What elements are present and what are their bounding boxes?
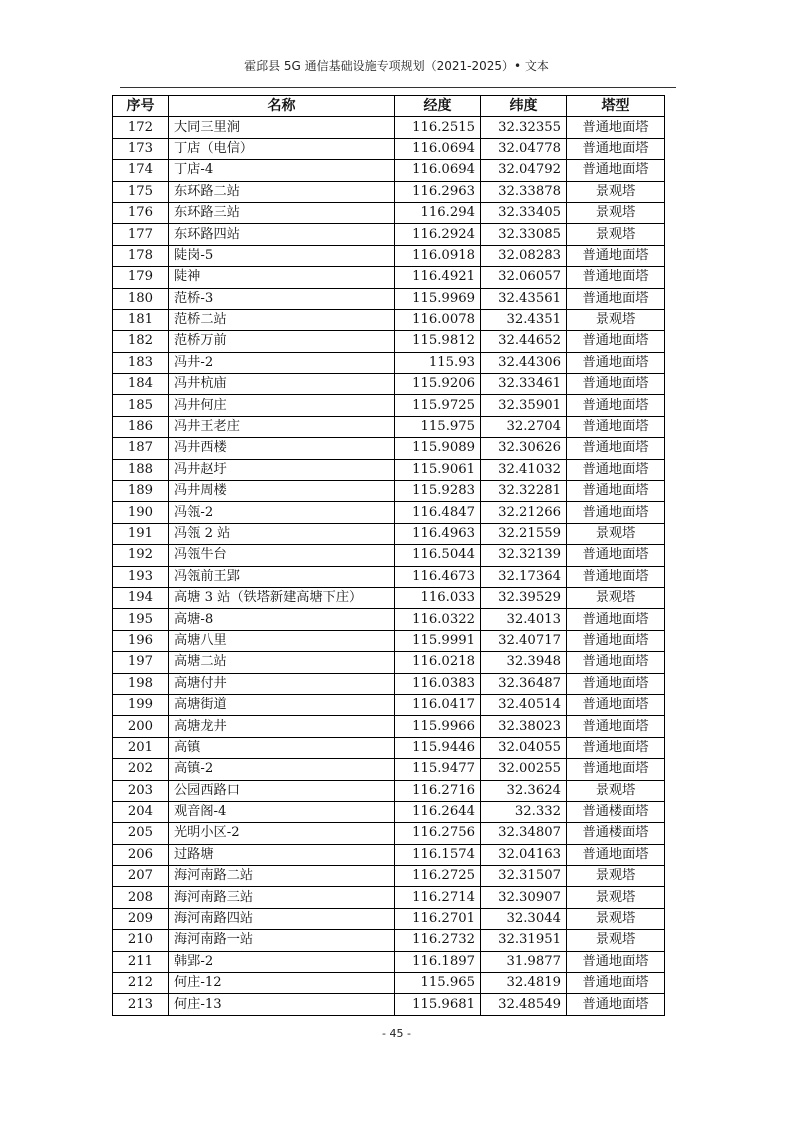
cell-latitude: 32.08283 xyxy=(481,245,567,266)
cell-latitude: 32.33405 xyxy=(481,202,567,223)
cell-seq: 172 xyxy=(113,117,169,138)
cell-seq: 211 xyxy=(113,951,169,972)
cell-latitude: 32.35901 xyxy=(481,395,567,416)
cell-longitude: 115.9725 xyxy=(395,395,481,416)
cell-longitude: 116.2701 xyxy=(395,908,481,929)
table-row xyxy=(113,545,665,566)
cell-latitude: 32.21266 xyxy=(481,502,567,523)
cell-seq: 202 xyxy=(113,759,169,780)
cell-latitude: 32.00255 xyxy=(481,759,567,780)
cell-latitude: 32.44306 xyxy=(481,352,567,373)
table-row xyxy=(113,566,665,587)
cell-name: 冯井周楼 xyxy=(169,481,395,502)
cell-longitude: 115.965 xyxy=(395,973,481,994)
cell-latitude: 32.40717 xyxy=(481,630,567,651)
table-row xyxy=(113,245,665,266)
cell-tower-type: 普通地面塔 xyxy=(567,673,665,694)
cell-seq: 201 xyxy=(113,737,169,758)
cell-seq: 200 xyxy=(113,716,169,737)
cell-seq: 186 xyxy=(113,416,169,437)
cell-latitude: 32.36487 xyxy=(481,673,567,694)
cell-tower-type: 景观塔 xyxy=(567,202,665,223)
cell-tower-type: 普通地面塔 xyxy=(567,630,665,651)
cell-tower-type: 普通楼面塔 xyxy=(567,823,665,844)
table-row xyxy=(113,267,665,288)
table-row xyxy=(113,181,665,202)
cell-name: 高塘八里 xyxy=(169,630,395,651)
col-header-seq: 序号 xyxy=(113,96,169,117)
table-row xyxy=(113,202,665,223)
cell-tower-type: 景观塔 xyxy=(567,930,665,951)
cell-seq: 204 xyxy=(113,801,169,822)
cell-longitude: 116.2716 xyxy=(395,780,481,801)
table-row xyxy=(113,609,665,630)
cell-longitude: 116.1574 xyxy=(395,844,481,865)
cell-longitude: 116.0218 xyxy=(395,652,481,673)
cell-tower-type: 普通地面塔 xyxy=(567,438,665,459)
cell-name: 韩郢-2 xyxy=(169,951,395,972)
cell-seq: 179 xyxy=(113,267,169,288)
cell-tower-type: 普通地面塔 xyxy=(567,331,665,352)
cell-seq: 206 xyxy=(113,844,169,865)
table-row xyxy=(113,630,665,651)
cell-name: 高塘二站 xyxy=(169,652,395,673)
table-row xyxy=(113,694,665,715)
cell-latitude: 32.44652 xyxy=(481,331,567,352)
table-row xyxy=(113,374,665,395)
table-row xyxy=(113,801,665,822)
cell-seq: 187 xyxy=(113,438,169,459)
cell-longitude: 116.2756 xyxy=(395,823,481,844)
cell-latitude: 32.41032 xyxy=(481,459,567,480)
table-row xyxy=(113,117,665,138)
cell-name: 高塘 3 站（铁塔新建高塘下庄） xyxy=(169,587,395,608)
table-row xyxy=(113,502,665,523)
cell-tower-type: 景观塔 xyxy=(567,309,665,330)
table-row xyxy=(113,224,665,245)
cell-latitude: 32.38023 xyxy=(481,716,567,737)
cell-name: 冯瓴前王郢 xyxy=(169,566,395,587)
table-row xyxy=(113,331,665,352)
cell-name: 高塘龙井 xyxy=(169,716,395,737)
cell-latitude: 32.48549 xyxy=(481,994,567,1015)
cell-tower-type: 普通地面塔 xyxy=(567,844,665,865)
cell-tower-type: 普通地面塔 xyxy=(567,545,665,566)
table-row xyxy=(113,673,665,694)
cell-longitude: 115.975 xyxy=(395,416,481,437)
cell-longitude: 116.4847 xyxy=(395,502,481,523)
cell-tower-type: 普通地面塔 xyxy=(567,138,665,159)
cell-name: 海河南路二站 xyxy=(169,866,395,887)
cell-name: 范桥万前 xyxy=(169,331,395,352)
cell-tower-type: 景观塔 xyxy=(567,523,665,544)
cell-seq: 184 xyxy=(113,374,169,395)
cell-seq: 192 xyxy=(113,545,169,566)
cell-tower-type: 普通地面塔 xyxy=(567,395,665,416)
cell-latitude: 32.30907 xyxy=(481,887,567,908)
cell-tower-type: 普通地面塔 xyxy=(567,566,665,587)
cell-name: 冯瓴牛台 xyxy=(169,545,395,566)
table-row xyxy=(113,866,665,887)
cell-tower-type: 普通地面塔 xyxy=(567,459,665,480)
cell-name: 丁店-4 xyxy=(169,160,395,181)
cell-longitude: 116.2963 xyxy=(395,181,481,202)
cell-name: 东环路二站 xyxy=(169,181,395,202)
cell-longitude: 116.4673 xyxy=(395,566,481,587)
cell-latitude: 32.21559 xyxy=(481,523,567,544)
cell-longitude: 116.5044 xyxy=(395,545,481,566)
cell-tower-type: 普通楼面塔 xyxy=(567,801,665,822)
cell-tower-type: 普通地面塔 xyxy=(567,652,665,673)
table-row xyxy=(113,481,665,502)
cell-seq: 177 xyxy=(113,224,169,245)
cell-tower-type: 景观塔 xyxy=(567,908,665,929)
cell-seq: 207 xyxy=(113,866,169,887)
cell-seq: 203 xyxy=(113,780,169,801)
cell-name: 海河南路三站 xyxy=(169,887,395,908)
table-row xyxy=(113,973,665,994)
cell-longitude: 115.9206 xyxy=(395,374,481,395)
table-row xyxy=(113,395,665,416)
table-row xyxy=(113,887,665,908)
cell-longitude: 115.9812 xyxy=(395,331,481,352)
cell-tower-type: 普通地面塔 xyxy=(567,481,665,502)
cell-latitude: 32.04055 xyxy=(481,737,567,758)
cell-latitude: 32.2704 xyxy=(481,416,567,437)
cell-seq: 175 xyxy=(113,181,169,202)
cell-longitude: 115.9681 xyxy=(395,994,481,1015)
cell-latitude: 32.32139 xyxy=(481,545,567,566)
cell-longitude: 116.294 xyxy=(395,202,481,223)
cell-seq: 197 xyxy=(113,652,169,673)
table-row xyxy=(113,737,665,758)
cell-seq: 191 xyxy=(113,523,169,544)
cell-name: 丁店（电信） xyxy=(169,138,395,159)
cell-longitude: 116.1897 xyxy=(395,951,481,972)
table-body xyxy=(113,117,665,1015)
cell-tower-type: 普通地面塔 xyxy=(567,502,665,523)
table-row xyxy=(113,994,665,1015)
cell-longitude: 116.2515 xyxy=(395,117,481,138)
cell-latitude: 32.32281 xyxy=(481,481,567,502)
table-row xyxy=(113,523,665,544)
cell-latitude: 32.43561 xyxy=(481,288,567,309)
cell-seq: 190 xyxy=(113,502,169,523)
table-row xyxy=(113,844,665,865)
cell-name: 何庄-12 xyxy=(169,973,395,994)
cell-seq: 188 xyxy=(113,459,169,480)
cell-latitude: 32.31507 xyxy=(481,866,567,887)
cell-name: 公园西路口 xyxy=(169,780,395,801)
cell-longitude: 115.9089 xyxy=(395,438,481,459)
cell-tower-type: 景观塔 xyxy=(567,587,665,608)
cell-name: 高镇-2 xyxy=(169,759,395,780)
cell-tower-type: 景观塔 xyxy=(567,866,665,887)
cell-longitude: 116.0918 xyxy=(395,245,481,266)
cell-longitude: 115.9966 xyxy=(395,716,481,737)
table-row xyxy=(113,459,665,480)
cell-name: 何庄-13 xyxy=(169,994,395,1015)
cell-longitude: 116.0694 xyxy=(395,138,481,159)
table-row xyxy=(113,587,665,608)
cell-longitude: 115.9477 xyxy=(395,759,481,780)
cell-longitude: 116.0417 xyxy=(395,694,481,715)
table-row xyxy=(113,160,665,181)
cell-latitude: 32.3044 xyxy=(481,908,567,929)
cell-tower-type: 普通地面塔 xyxy=(567,288,665,309)
table-row xyxy=(113,930,665,951)
table-header-row xyxy=(113,96,665,117)
cell-longitude: 115.9446 xyxy=(395,737,481,758)
cell-seq: 209 xyxy=(113,908,169,929)
cell-name: 高塘付井 xyxy=(169,673,395,694)
cell-tower-type: 普通地面塔 xyxy=(567,416,665,437)
cell-name: 高塘-8 xyxy=(169,609,395,630)
cell-seq: 178 xyxy=(113,245,169,266)
cell-tower-type: 景观塔 xyxy=(567,224,665,245)
cell-name: 光明小区-2 xyxy=(169,823,395,844)
cell-tower-type: 普通地面塔 xyxy=(567,374,665,395)
cell-tower-type: 景观塔 xyxy=(567,181,665,202)
col-header-name: 名称 xyxy=(169,96,395,117)
cell-latitude: 32.4013 xyxy=(481,609,567,630)
cell-tower-type: 普通地面塔 xyxy=(567,117,665,138)
cell-name: 范桥二站 xyxy=(169,309,395,330)
cell-longitude: 116.4963 xyxy=(395,523,481,544)
cell-tower-type: 普通地面塔 xyxy=(567,737,665,758)
cell-latitude: 32.32355 xyxy=(481,117,567,138)
table-row xyxy=(113,416,665,437)
header-divider xyxy=(120,87,676,88)
cell-name: 东环路四站 xyxy=(169,224,395,245)
cell-longitude: 115.93 xyxy=(395,352,481,373)
table-row xyxy=(113,951,665,972)
cell-seq: 189 xyxy=(113,481,169,502)
cell-latitude: 32.40514 xyxy=(481,694,567,715)
cell-name: 冯井杭庙 xyxy=(169,374,395,395)
cell-latitude: 32.33085 xyxy=(481,224,567,245)
cell-tower-type: 普通地面塔 xyxy=(567,352,665,373)
cell-name: 范桥-3 xyxy=(169,288,395,309)
cell-longitude: 116.2725 xyxy=(395,866,481,887)
cell-seq: 181 xyxy=(113,309,169,330)
col-header-tower-type: 塔型 xyxy=(567,96,665,117)
table-row xyxy=(113,352,665,373)
table-row xyxy=(113,908,665,929)
cell-latitude: 32.04778 xyxy=(481,138,567,159)
cell-seq: 195 xyxy=(113,609,169,630)
cell-name: 高塘街道 xyxy=(169,694,395,715)
cell-longitude: 116.2644 xyxy=(395,801,481,822)
table-row xyxy=(113,438,665,459)
cell-seq: 182 xyxy=(113,331,169,352)
cell-latitude: 32.31951 xyxy=(481,930,567,951)
cell-latitude: 32.06057 xyxy=(481,267,567,288)
cell-latitude: 32.17364 xyxy=(481,566,567,587)
cell-latitude: 31.9877 xyxy=(481,951,567,972)
cell-tower-type: 普通地面塔 xyxy=(567,994,665,1015)
cell-tower-type: 普通地面塔 xyxy=(567,951,665,972)
cell-longitude: 116.2732 xyxy=(395,930,481,951)
cell-name: 陡神 xyxy=(169,267,395,288)
cell-name: 冯井-2 xyxy=(169,352,395,373)
table-row xyxy=(113,288,665,309)
cell-longitude: 115.9969 xyxy=(395,288,481,309)
cell-seq: 193 xyxy=(113,566,169,587)
cell-longitude: 116.2714 xyxy=(395,887,481,908)
cell-longitude: 116.0322 xyxy=(395,609,481,630)
cell-latitude: 32.33878 xyxy=(481,181,567,202)
table-row xyxy=(113,652,665,673)
cell-longitude: 116.2924 xyxy=(395,224,481,245)
cell-name: 冯瓴-2 xyxy=(169,502,395,523)
cell-latitude: 32.4819 xyxy=(481,973,567,994)
cell-latitude: 32.04163 xyxy=(481,844,567,865)
cell-seq: 198 xyxy=(113,673,169,694)
cell-latitude: 32.30626 xyxy=(481,438,567,459)
cell-name: 冯井赵圩 xyxy=(169,459,395,480)
cell-latitude: 32.04792 xyxy=(481,160,567,181)
cell-name: 东环路三站 xyxy=(169,202,395,223)
cell-latitude: 32.39529 xyxy=(481,587,567,608)
cell-tower-type: 普通地面塔 xyxy=(567,694,665,715)
tower-table xyxy=(112,95,665,1016)
cell-longitude: 116.4921 xyxy=(395,267,481,288)
cell-longitude: 115.9061 xyxy=(395,459,481,480)
cell-longitude: 115.9283 xyxy=(395,481,481,502)
cell-tower-type: 普通地面塔 xyxy=(567,267,665,288)
cell-name: 高镇 xyxy=(169,737,395,758)
table-row xyxy=(113,759,665,780)
cell-tower-type: 普通地面塔 xyxy=(567,716,665,737)
cell-latitude: 32.33461 xyxy=(481,374,567,395)
cell-name: 冯井西楼 xyxy=(169,438,395,459)
cell-name: 大同三里涧 xyxy=(169,117,395,138)
col-header-longitude: 经度 xyxy=(395,96,481,117)
cell-name: 海河南路四站 xyxy=(169,908,395,929)
cell-seq: 180 xyxy=(113,288,169,309)
cell-longitude: 116.0078 xyxy=(395,309,481,330)
cell-seq: 212 xyxy=(113,973,169,994)
cell-seq: 183 xyxy=(113,352,169,373)
table-row xyxy=(113,823,665,844)
table-row xyxy=(113,138,665,159)
table-row xyxy=(113,309,665,330)
cell-longitude: 116.033 xyxy=(395,587,481,608)
cell-seq: 205 xyxy=(113,823,169,844)
col-header-latitude: 纬度 xyxy=(481,96,567,117)
cell-name: 过路塘 xyxy=(169,844,395,865)
cell-tower-type: 普通地面塔 xyxy=(567,160,665,181)
cell-tower-type: 景观塔 xyxy=(567,887,665,908)
cell-seq: 173 xyxy=(113,138,169,159)
cell-seq: 176 xyxy=(113,202,169,223)
page-number: - 45 - xyxy=(382,1027,411,1040)
cell-latitude: 32.34807 xyxy=(481,823,567,844)
cell-seq: 210 xyxy=(113,930,169,951)
cell-tower-type: 普通地面塔 xyxy=(567,245,665,266)
cell-seq: 196 xyxy=(113,630,169,651)
cell-latitude: 32.3624 xyxy=(481,780,567,801)
cell-name: 海河南路一站 xyxy=(169,930,395,951)
cell-tower-type: 景观塔 xyxy=(567,780,665,801)
cell-seq: 174 xyxy=(113,160,169,181)
cell-seq: 213 xyxy=(113,994,169,1015)
table-row xyxy=(113,716,665,737)
cell-longitude: 116.0383 xyxy=(395,673,481,694)
cell-latitude: 32.4351 xyxy=(481,309,567,330)
cell-latitude: 32.332 xyxy=(481,801,567,822)
cell-name: 冯瓴 2 站 xyxy=(169,523,395,544)
cell-seq: 199 xyxy=(113,694,169,715)
cell-longitude: 115.9991 xyxy=(395,630,481,651)
cell-seq: 208 xyxy=(113,887,169,908)
table-row xyxy=(113,780,665,801)
cell-latitude: 32.3948 xyxy=(481,652,567,673)
cell-tower-type: 普通地面塔 xyxy=(567,609,665,630)
cell-name: 陡岗-5 xyxy=(169,245,395,266)
cell-longitude: 116.0694 xyxy=(395,160,481,181)
cell-seq: 194 xyxy=(113,587,169,608)
cell-seq: 185 xyxy=(113,395,169,416)
cell-tower-type: 普通地面塔 xyxy=(567,759,665,780)
cell-name: 冯井王老庄 xyxy=(169,416,395,437)
page-header: 霍邱县 5G 通信基础设施专项规划（2021-2025）• 文本 xyxy=(244,59,549,73)
cell-name: 冯井何庄 xyxy=(169,395,395,416)
cell-tower-type: 普通地面塔 xyxy=(567,973,665,994)
cell-name: 观音阁-4 xyxy=(169,801,395,822)
